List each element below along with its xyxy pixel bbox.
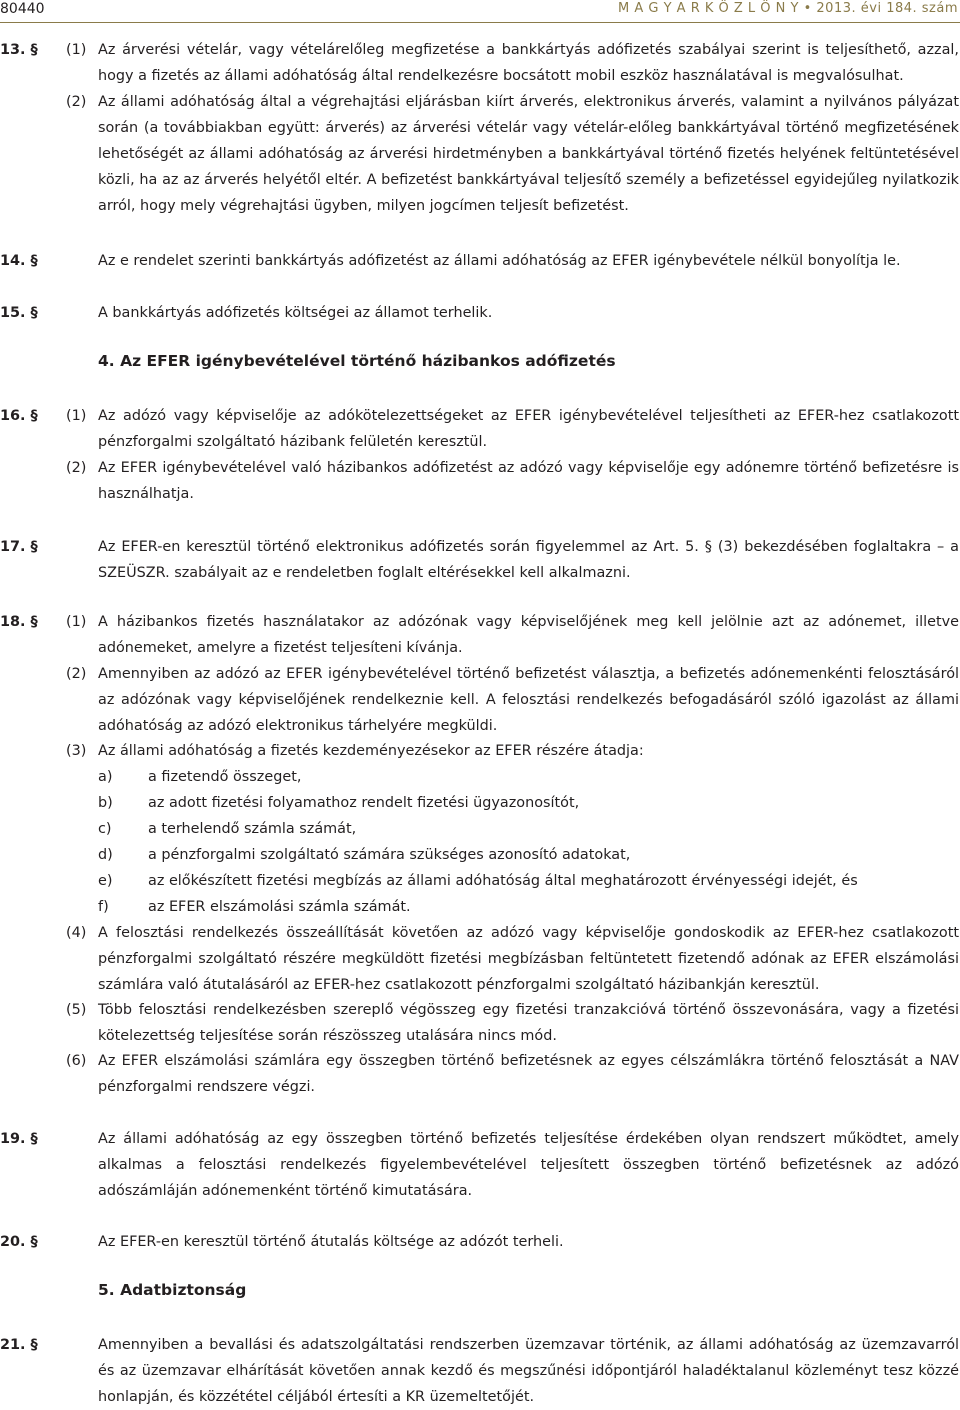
paragraph-number: (3) [66,743,87,759]
list-item-label: f) [98,899,109,915]
list-item-text: az adott fizetési folyamathoz rendelt fizetési ügyazonosítót, [148,795,580,811]
list-item-text: az előkészített fizetési megbízás az állami adóhatóság által meghatározott érvényességi idejét, és [148,873,858,889]
list-item-label: a) [98,769,113,785]
paragraph-text: Az EFER elszámolási számlára egy összegben történő befizetésnek az egyes célszámlákra történő felosztását a NAV pénzforgalmi rendszere végzi. [98,1053,959,1095]
paragraph-text: Amennyiben a bevallási és adatszolgáltatási rendszerben üzemzavar történik, az állami adóhatóság az üzemzavarról és az üzemzavar elhárítását követően annak kezdő és megszűnési időpontjáról haladéktalanul közleményt tesz közzé honlapján, és közzététel céljából értesíti a KR üzemeltetőjét. [98,1337,959,1405]
list-item-text: az EFER elszámolási számla számát. [148,899,411,915]
list-item-label: c) [98,821,112,837]
paragraph-text: A felosztási rendelkezés összeállítását követően az adózó vagy képviselője gondoskodik az EFER-hez csatlakozott pénzforgalmi szolgáltató részére megküldött fizetési megbízásban feltüntetett fizetendő adónak az EFER elszámolási számlára való átutalásáról az EFER-hez csatlakozott pénzforgalmi szolgáltató házibankján keresztül. [98,925,959,993]
chapter-heading-5: 5. Adatbiztonság [98,1281,247,1299]
section-number: 21. § [0,1337,38,1353]
section-number: 19. § [0,1131,38,1147]
paragraph-text: Több felosztási rendelkezésben szereplő végösszeg egy fizetési tranzakcióvá történő összevonására, vagy a fizetési kötelezettség teljesítése során részösszeg utalására nincs mód. [98,1002,959,1044]
chapter-heading-4: 4. Az EFER igénybevételével történő házibankos adófizetés [98,352,616,370]
paragraph-number: (2) [66,460,87,476]
header-rule [0,22,960,23]
paragraph-text: Az adózó vagy képviselője az adókötelezettségeket az EFER igénybevételével teljesítheti az EFER-hez csatlakozott pénzforgalmi szolgáltató házibank felületén keresztül. [98,408,959,450]
list-item-text: a terhelendő számla számát, [148,821,357,837]
paragraph-number: (2) [66,666,87,682]
paragraph-text: A házibankos fizetés használatakor az adózónak vagy képviselőjének meg kell jelölnie azt az adónemet, illetve adónemeket, amelyre a fizetést teljesíteni kívánja. [98,614,959,656]
paragraph-number: (4) [66,925,87,941]
list-item-label: e) [98,873,113,889]
section-number: 16. § [0,408,38,424]
section-number: 18. § [0,614,38,630]
paragraph-text: A bankkártyás adófizetés költségei az államot terhelik. [98,305,493,321]
paragraph-number: (5) [66,1002,87,1018]
section-number: 14. § [0,253,38,269]
paragraph-number: (1) [66,408,87,424]
paragraph-text: Az állami adóhatóság által a végrehajtási eljárásban kiírt árverés, elektronikus árverés, valamint a nyilvános pályázat során (a továbbiakban együtt: árverés) az árverési vételár vagy vételár-előleg bankkártyával történő megfizetésének lehetőségét az állami adóhatóság az árverési hirdetményben a bankkártyával történő fizetés helyének feltüntetésével közli, ha az az árverés helyétől eltér. A befizetést bankkártyával teljesítő személy a befizetéssel egyidejűleg nyilatkozik arról, hogy mely végrehajtási ügyben, milyen jogcímen teljesít befizetést. [98,94,959,214]
section-number: 15. § [0,305,38,321]
page-header [0,0,960,30]
paragraph-text: Az EFER-en keresztül történő átutalás költsége az adózót terheli. [98,1234,564,1250]
paragraph-text: Az e rendelet szerinti bankkártyás adófizetést az állami adóhatóság az EFER igénybevétele nélkül bonyolítja le. [98,253,901,269]
paragraph-text: Az EFER igénybevételével való házibankos adófizetést az adózó vagy képviselője egy adónemre történő befizetésre is használhatja. [98,460,959,502]
paragraph-text: Az EFER-en keresztül történő elektronikus adófizetés során figyelemmel az Art. 5. § (3) bekezdésében foglaltakra – a SZEÜSZR. szabályait az e rendeletben foglalt eltérésekkel kell alkalmazni. [98,539,959,581]
paragraph-text: Az állami adóhatóság az egy összegben történő befizetés teljesítése érdekében olyan rendszert működtet, amely alkalmas a felosztási rendelkezés figyelembevételével teljesített összegben történő befizetésnek az adózó adószámláján adónemenként történő kimutatására. [98,1131,959,1199]
page-number: 80440 [0,1,45,17]
paragraph-text: Az árverési vételár, vagy vételárelőleg megfizetése a bankkártyás adófizetés szabályai szerint is teljesíthető, azzal, hogy a fizetés az állami adóhatóság által rendelkezésre bocsátott mobil eszköz használatával is megvalósulhat. [98,42,959,84]
list-item-text: a fizetendő összeget, [148,769,302,785]
list-item-label: d) [98,847,113,863]
publication-title: M A G Y A R K Ö Z L Ö N Y • 2013. évi 184. szám [618,1,958,16]
paragraph-text: Az állami adóhatóság a fizetés kezdeményezésekor az EFER részére átadja: [98,743,644,759]
section-number: 13. § [0,42,38,58]
paragraph-number: (6) [66,1053,87,1069]
section-number: 20. § [0,1234,38,1250]
paragraph-number: (2) [66,94,87,110]
paragraph-text: Amennyiben az adózó az EFER igénybevételével történő befizetést választja, a befizetés adónemenkénti felosztásáról az adózónak vagy képviselőjének rendelkeznie kell. A felosztási rendelkezés befogadásáról szóló igazolást az állami adóhatóság az adózó elektronikus tárhelyére megküldi. [98,666,959,734]
paragraph-number: (1) [66,614,87,630]
list-item-text: a pénzforgalmi szolgáltató számára szükséges azonosító adatokat, [148,847,631,863]
list-item-label: b) [98,795,113,811]
section-number: 17. § [0,539,38,555]
paragraph-number: (1) [66,42,87,58]
